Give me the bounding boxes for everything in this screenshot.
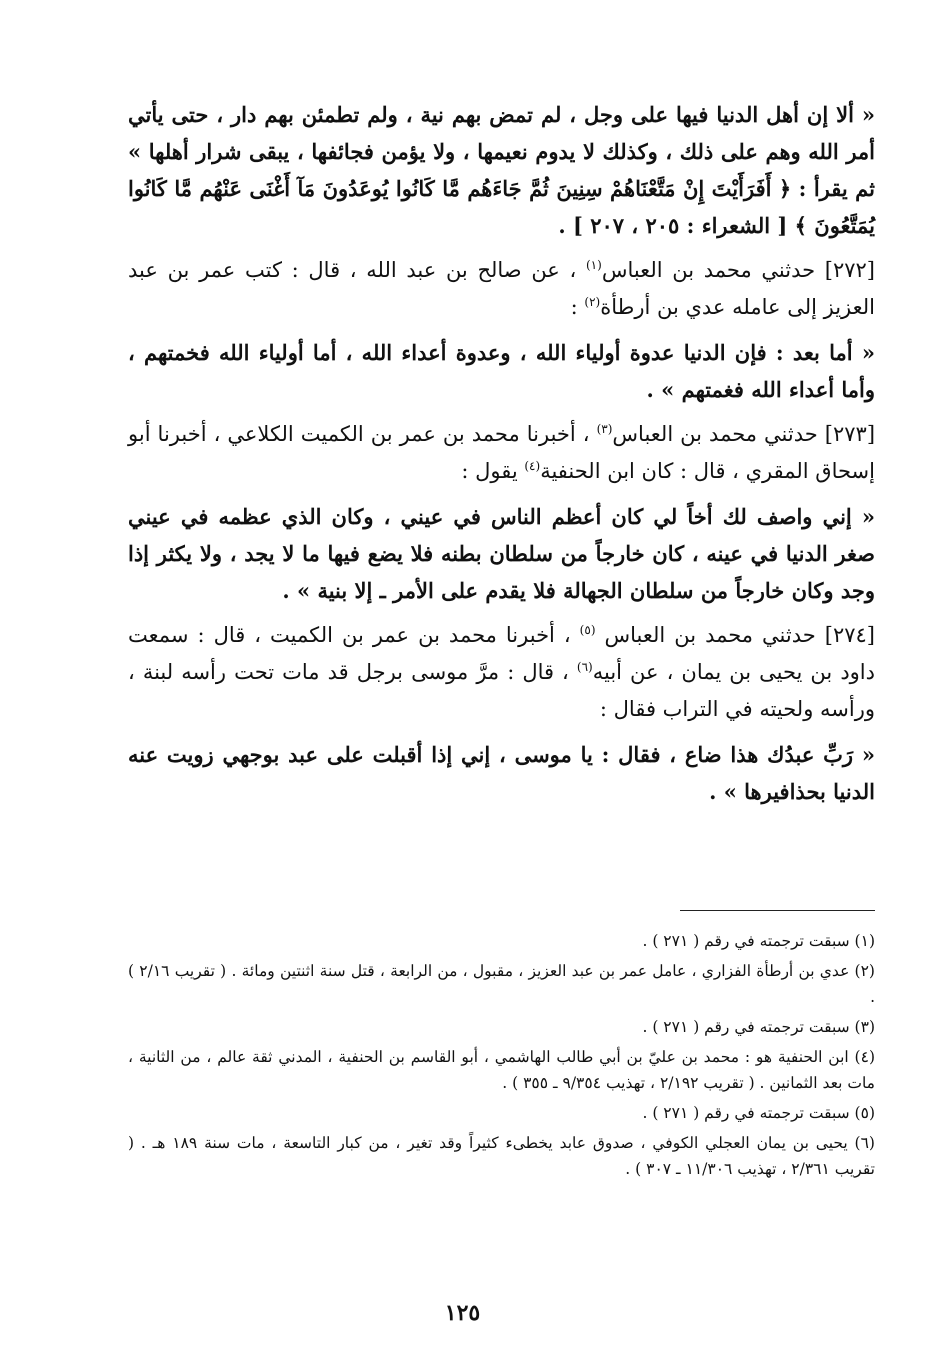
footnote-3: (٣) سبقت ترجمته في رقم ( ٢٧١ ) . bbox=[642, 1018, 875, 1036]
footnote-5: (٥) سبقت ترجمته في رقم ( ٢٧١ ) . bbox=[642, 1104, 875, 1122]
paragraph-quote-3 bbox=[128, 498, 875, 609]
main-text bbox=[128, 96, 875, 818]
paragraph-quote-1 bbox=[128, 96, 875, 244]
footnote-marker: (٥) bbox=[579, 623, 596, 637]
paragraph-273 bbox=[128, 416, 875, 490]
footnote-marker: (١) bbox=[585, 258, 602, 272]
quote-text: « ألا إن أهل الدنيا فيها على وجل ، لم تمض بهم نية ، ولم تطمئن بهم دار ، حتى يأتي أمر الله وهم على ذلك ، وكذلك لا يدوم نعيمها ، ولا يؤمن فجائفها ، يبقى شرار أهلها » ثم يقرأ : bbox=[128, 102, 875, 201]
narration-text: يقول : bbox=[461, 459, 525, 483]
paragraph-272 bbox=[128, 252, 875, 326]
footnote-divider bbox=[680, 910, 875, 911]
footnote-marker: (٣) bbox=[596, 422, 613, 436]
narration-text: [٢٧٣] حدثني محمد بن العباس bbox=[612, 422, 876, 446]
narration-text: : bbox=[570, 295, 585, 319]
paragraph-quote-4 bbox=[128, 736, 875, 810]
footnote-2: (٢) عدي بن أرطأة الفزاري ، عامل عمر بن عبد العزيز ، مقبول ، من الرابعة ، قتل سنة اثنتين ومائة . ( تقريب ٢/١٦ ) . bbox=[128, 962, 875, 1006]
quote-text: « إني واصف لك أخاً لي كان أعظم الناس في عيني ، وكان الذي عظمه في عيني صغر الدنيا في عينه ، كان خارجاً من سلطان بطنه فلا يضع فيها ما لا يجد ، ولا يكثر إذا وجد وكان خارجاً من سلطان الجهالة فلا يقدم على الأمر ـ إلا بنية » . bbox=[128, 504, 875, 603]
narration-text: [٢٧٤] حدثني محمد بن العباس bbox=[595, 623, 875, 647]
footnote-marker: (٢) bbox=[584, 295, 601, 309]
footnote-marker: (٦) bbox=[576, 660, 593, 674]
narration-text: ، أخبرنا محمد بن عمر بن الكميت الكلاعي ، أخبرنا أبو إسحاق المقري ، قال : كان ابن الحنفية bbox=[128, 422, 875, 483]
footnote-4: (٤) ابن الحنفية هو : محمد بن عليّ بن أبي طالب الهاشمي ، أبو القاسم بن الحنفية ، المدني ثقة عالم ، من الثانية ، مات بعد الثمانين . ( تقريب ٢/١٩٢ ، تهذيب ٩/٣٥٤ ـ ٣٥٥ ) . bbox=[128, 1048, 875, 1092]
narration-text: [٢٧٢] حدثني محمد بن العباس bbox=[601, 258, 875, 282]
verse-reference: [ الشعراء : ٢٠٥ ، ٢٠٧ ] . bbox=[558, 213, 795, 238]
footnote-marker: (٤) bbox=[524, 459, 541, 473]
quote-text: « رَبِّ عبدُك هذا ضاع ، فقال : يا موسى ، إني إذا أقبلت على عبد بوجهي زويت عنه الدنيا بحذافيرها » . bbox=[128, 742, 875, 804]
narration-text: ، قال : مرَّ موسى برجل قد مات تحت رأسه لبنة ، ورأسه ولحيته في التراب فقال : bbox=[128, 660, 875, 721]
quote-text: « أما بعد : فإن الدنيا عدوة أولياء الله ، وعدوة أعداء الله ، أما أولياء الله فخمتهم ، وأما أعداء الله فغمتهم » . bbox=[128, 340, 875, 402]
narration-text: ، أخبرنا محمد بن عمر بن الكميت ، قال : سمعت داود بن يحيى بن يمان ، عن أبيه bbox=[128, 623, 875, 684]
footnote-1: (١) سبقت ترجمته في رقم ( ٢٧١ ) . bbox=[642, 932, 875, 950]
paragraph-274 bbox=[128, 617, 875, 728]
narration-text: ، عن صالح بن عبد الله ، قال : كتب عمر بن عبد العزيز إلى عامله عدي بن أرطأة bbox=[128, 258, 875, 319]
page-number: ١٢٥ bbox=[444, 1300, 481, 1326]
footnote-6: (٦) يحيى بن يمان العجلي الكوفي ، صدوق عابد يخطىء كثيراً وقد تغير ، من كبار التاسعة ، مات سنة ١٨٩ هـ . ( تقريب ٢/٣٦١ ، تهذيب ١١/٣٠٦ ـ ٣٠٧ ) . bbox=[128, 1134, 875, 1178]
paragraph-quote-2 bbox=[128, 334, 875, 408]
footnotes bbox=[128, 928, 875, 1186]
quran-verse: ﴿ أَفَرَأَيْتَ إِنْ مَتَّعْنَاهُمْ سِنِينَ ثُمَّ جَاءَهُم مَّا كَانُوا يُوعَدُونَ مَآ أَغْنَى عَنْهُم مَّا كَانُوا يُمَتَّعُونَ ﴾ bbox=[128, 176, 875, 238]
